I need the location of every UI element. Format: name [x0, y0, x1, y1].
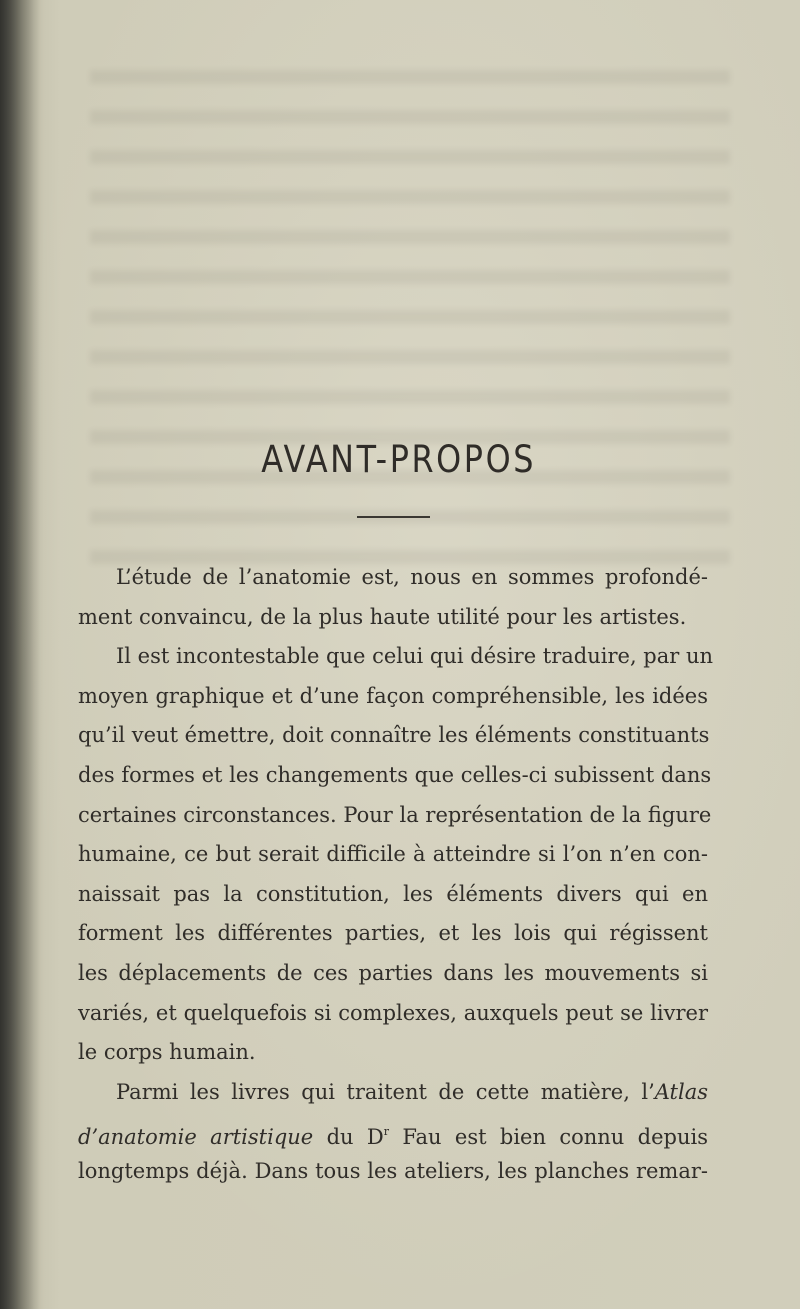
text-line — [78, 1073, 708, 1113]
text-line: ment convaincu, de la plus haute utilité pour les artistes. — [78, 604, 687, 629]
text-line: L’étude de l’anatomie est, nous en sommes profondé- — [116, 565, 708, 589]
text-line: moyen graphique et d’une façon compréhensible, les idées — [78, 683, 708, 708]
body-text — [78, 558, 714, 1192]
text-line: forment les différentes parties, et les lois qui régissent — [78, 921, 708, 946]
text-fragment: Parmi les livres qui traitent de cette matière, l’ — [116, 1079, 655, 1104]
text-line: naissait pas la constitution, les éléments divers qui en — [78, 881, 708, 906]
text-line — [78, 1112, 708, 1152]
text-line: variés, et quelquefois si complexes, auxquels peut se livrer — [78, 1000, 708, 1025]
text-line: certaines circonstances. Pour la représentation de la figure — [78, 802, 712, 827]
text-fragment: du D — [313, 1125, 384, 1150]
page-title: AVANT-PROPOS — [261, 438, 536, 481]
text-line: qu’il veut émettre, doit connaître les éléments constituants — [78, 723, 710, 748]
binding-gutter-shadow — [0, 0, 40, 1309]
text-line: humaine, ce but serait difficile à atteindre si l’on n’en con- — [78, 842, 708, 867]
text-line: des formes et les changements que celles-ci subissent dans — [78, 762, 712, 787]
show-through-bleed — [90, 70, 730, 570]
book-title-italic: d’anatomie artistique — [78, 1125, 314, 1150]
title-rule — [357, 516, 430, 518]
text-fragment: Fau est bien connu depuis — [389, 1125, 709, 1150]
superscript: r — [383, 1125, 389, 1139]
book-title-italic: Atlas — [654, 1079, 708, 1104]
text-line: les déplacements de ces parties dans les mouvements si — [78, 960, 708, 985]
text-line: longtemps déjà. Dans tous les ateliers, les planches remar- — [78, 1158, 708, 1183]
text-line: Il est incontestable que celui qui désire traduire, par un — [116, 644, 714, 669]
text-line: le corps humain. — [78, 1040, 256, 1065]
